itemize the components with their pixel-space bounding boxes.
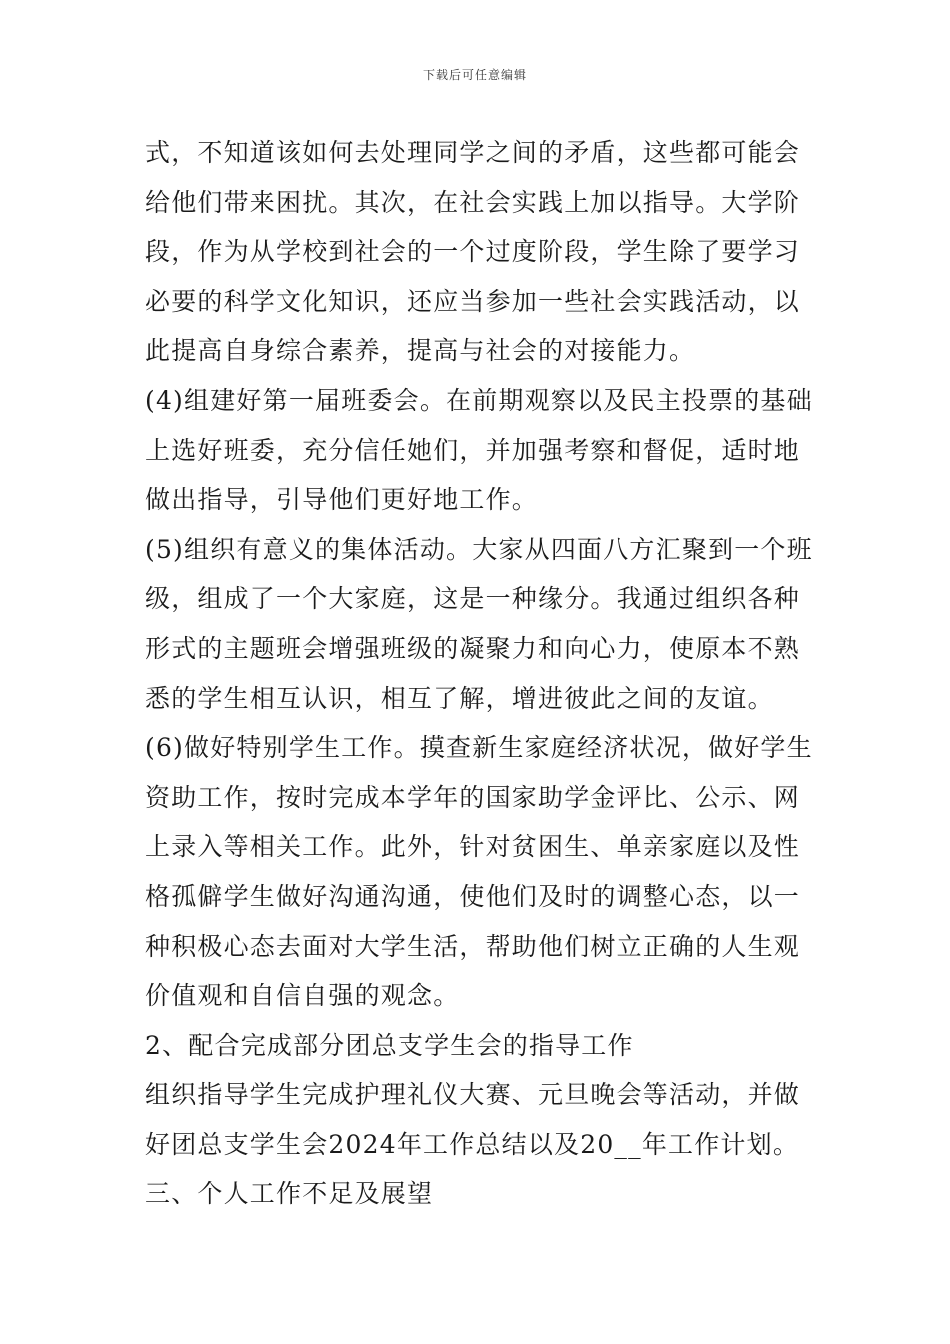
text-line: 价值观和自信自强的观念。 — [145, 981, 460, 1011]
text-line: 上选好班委，充分信任她们，并加强考察和督促，适时地 — [145, 435, 801, 465]
text-line: 资助工作，按时完成本学年的国家助学金评比、公示、网 — [145, 782, 801, 812]
text-line: 段，作为从学校到社会的一个过度阶段，学生除了要学习 — [145, 237, 801, 267]
text-line: 级，组成了一个大家庭，这是一种缘分。我通过组织各种 — [145, 584, 801, 614]
list-item-heading: (4)组建好第一届班委会。在前期观察以及民主投票的基础 — [145, 385, 813, 415]
text-line: 给他们带来困扰。其次，在社会实践上加以指导。大学阶 — [145, 187, 801, 217]
section-heading: 三、个人工作不足及展望 — [145, 1179, 434, 1209]
text-line: 悉的学生相互认识，相互了解，增进彼此之间的友谊。 — [145, 683, 774, 713]
text-line: 形式的主题班会增强班级的凝聚力和向心力，使原本不熟 — [145, 633, 801, 663]
list-item-heading: (6)做好特别学生工作。摸查新生家庭经济状况，做好学生 — [145, 733, 813, 763]
document-body — [145, 128, 813, 1219]
page-header: 下载后可任意编辑 — [422, 68, 527, 82]
list-item-heading: (5)组织有意义的集体活动。大家从四面八方汇聚到一个班 — [145, 534, 813, 564]
text-line: 上录入等相关工作。此外，针对贫困生、单亲家庭以及性 — [145, 832, 801, 862]
text-line: 式，不知道该如何去处理同学之间的矛盾，这些都可能会 — [145, 138, 801, 167]
text-line: 格孤僻学生做好沟通沟通，使他们及时的调整心态，以一 — [145, 881, 801, 911]
text-line: 做出指导，引导他们更好地工作。 — [145, 485, 539, 515]
text-line: 好团总支学生会2024年工作总结以及20__年工作计划。 — [145, 1129, 800, 1159]
section-heading: 2、配合完成部分团总支学生会的指导工作 — [145, 1030, 634, 1060]
text-line: 必要的科学文化知识，还应当参加一些社会实践活动，以 — [145, 286, 801, 316]
text-line: 组织指导学生完成护理礼仪大赛、元旦晚会等活动，并做 — [145, 1080, 801, 1110]
text-line: 此提高自身综合素养，提高与社会的对接能力。 — [145, 336, 696, 366]
text-line: 种积极心态去面对大学生活，帮助他们树立正确的人生观 — [145, 931, 801, 961]
